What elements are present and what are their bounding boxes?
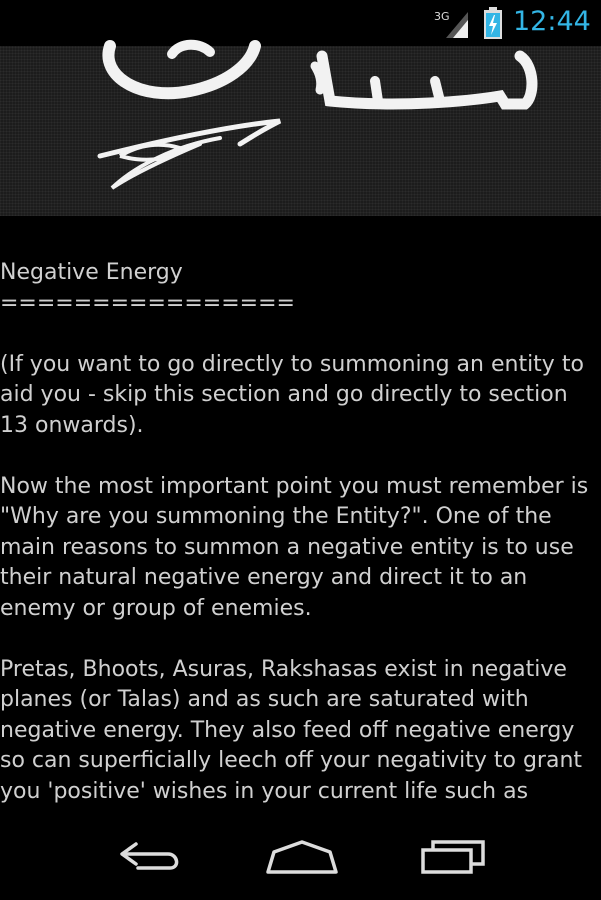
calligraphy-art — [0, 46, 601, 216]
status-bar — [0, 0, 601, 46]
home-button[interactable] — [262, 836, 342, 876]
article-heading: Negative Energy — [0, 260, 183, 285]
navigation-bar — [0, 810, 601, 900]
recent-apps-button[interactable] — [415, 836, 495, 876]
paragraph-negative-planes: Pretas, Bhoots, Asuras, Rakshasas exist in negative planes (or Talas) and as such are saturated with negative energy. They also feed off negative energy so can superficially leech off your negativity to grant you 'positive' wishes in your current life such as — [0, 656, 583, 804]
paragraph-why-summon: Now the most important point you must remember is "Why are you summoning the Entity?". One of the main reasons to summon a negative entity is to use their natural negative energy and direct it to an enemy or group of enemies. — [0, 473, 589, 621]
paragraph-skip-note: (If you want to go directly to summoning an entity to aid you - skip this section and go directly to section 13 onwards). — [0, 351, 584, 438]
recent-apps-icon — [415, 836, 495, 876]
back-arrow-icon — [110, 836, 190, 876]
home-icon — [262, 836, 342, 876]
article-body — [0, 216, 601, 810]
heading-underline: ================ — [0, 290, 295, 316]
battery-charging-icon — [483, 7, 503, 39]
back-button[interactable] — [110, 836, 190, 876]
calligraphy-banner-image — [0, 46, 601, 216]
clock: 12:44 — [513, 6, 591, 37]
signal-strength-icon — [446, 12, 468, 38]
network-type-label: 3G — [434, 10, 450, 23]
